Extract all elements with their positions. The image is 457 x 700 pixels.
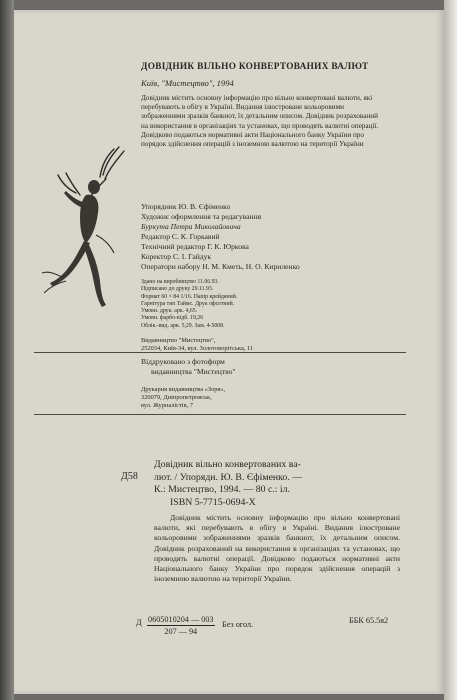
- printed-line: Віддруковано з фотоформ: [141, 357, 225, 366]
- catalog-line: лют. / Упорядн. Ю. В. Єфіменко. —: [154, 471, 303, 483]
- tech-line: Підписано до друку 29.11.93.: [141, 286, 214, 293]
- technical-details: [141, 279, 341, 330]
- index-fraction: [147, 614, 215, 637]
- book-page: [14, 10, 444, 694]
- printery-line: Друкарня видавництва «Зоря»,: [141, 386, 226, 393]
- printed-from-note: [141, 357, 236, 377]
- tech-line: Здано на виробництво 11.06.93.: [141, 279, 219, 285]
- fraction-numerator: 0605010204 — 003: [148, 615, 214, 624]
- page-stack-edge: [444, 0, 457, 700]
- tech-line: Облік.-вид. арк. 5,29. Зам. 4-5008.: [141, 322, 225, 329]
- catalog-line: Довідник вільно конвертованих ва-: [154, 459, 301, 470]
- isbn-line: ISBN 5-7715-0694-X: [170, 496, 256, 508]
- credit-line: Редактор С. К. Горкавий: [141, 232, 220, 241]
- printery-address: [141, 386, 225, 410]
- fraction-denominator: 207 — 94: [164, 627, 198, 636]
- credit-line: Буркута Петра Миколайовича: [141, 222, 241, 231]
- catalog-line: К.: Мистецтво, 1994. — 80 с.: іл.: [154, 484, 290, 496]
- section-divider: [34, 414, 406, 415]
- credit-line: Технічний редактор Г. К. Юркова: [141, 242, 249, 251]
- printed-line: видавництва "Мистецтво": [151, 367, 236, 376]
- catalog-code: Д58: [121, 471, 138, 482]
- credit-line: Оператори набору Н. М. Кметь, Н. О. Кириленко: [141, 262, 300, 271]
- printery-line: 320079, Дніпропетровськ,: [141, 394, 212, 401]
- publication-place-year: Київ, "Мистецтво", 1994: [141, 78, 234, 88]
- credits-list: [141, 202, 386, 272]
- book-description: Довідник містить основну інформацію про вільно конвертовані валюти, які перебувають в обігу в Україні. Видання ілюстроване кольоровими зображеннями зразків банкнот, їх детальним описом. Довідник розрахований на використання в організаціях та установах, що проводять валютні операції. Довідково подаються нормативні акти Національного банку України про порядок здійснення операцій з іноземною валютою на території України: [141, 94, 379, 149]
- dancer-figure-icon: [36, 143, 136, 313]
- publisher-line: 252034, Київ-34, вул. Золотоворітська, 11: [141, 345, 254, 353]
- publisher-address: [141, 337, 341, 353]
- credit-line: Коректор С. І. Гайдук: [141, 252, 212, 261]
- no-announcement-note: Без огол.: [222, 620, 254, 629]
- book-title: ДОВІДНИК ВІЛЬНО КОНВЕРТОВАНИХ ВАЛЮТ: [141, 62, 369, 72]
- tech-line: Формат 60 × 84 1/16. Папір крейдяний.: [141, 293, 238, 300]
- catalog-abstract: Довідник містить основну інформацію про вільно конвертовані валюти, які перебувають в обігу в Україні. Видання ілюстроване кольоровими зображеннями зразків банкнот, їх детальним описом. Довідник розрахований на використання в організаціях та установах, що проводять валютні операції. Довідково подаються нормативні акти Національного банку України про порядок здійснення операцій з іноземною валютою на території України.: [154, 513, 400, 584]
- bbk-index: ББК 65.5я2: [349, 616, 389, 625]
- section-divider: [34, 352, 406, 353]
- printery-line: вул. Журналістів, 7: [141, 402, 193, 409]
- tech-line: Гарнітура тип Таймс. Друк офсетний.: [141, 300, 235, 307]
- book-spine-shadow: [0, 0, 14, 700]
- catalog-entry: [154, 459, 400, 509]
- index-letter: Д: [136, 618, 142, 627]
- credit-line: Художнє оформлення та редагування: [141, 212, 262, 221]
- publisher-line: Видавництво "Мистецтво",: [141, 337, 216, 344]
- tech-line: Умовн. фарбо-відб. 19,26: [141, 315, 204, 322]
- credit-line: Упорядник Ю. В. Єфіменко: [141, 202, 231, 211]
- tech-line: Умовн. друк. арк. 4,65.: [141, 308, 198, 315]
